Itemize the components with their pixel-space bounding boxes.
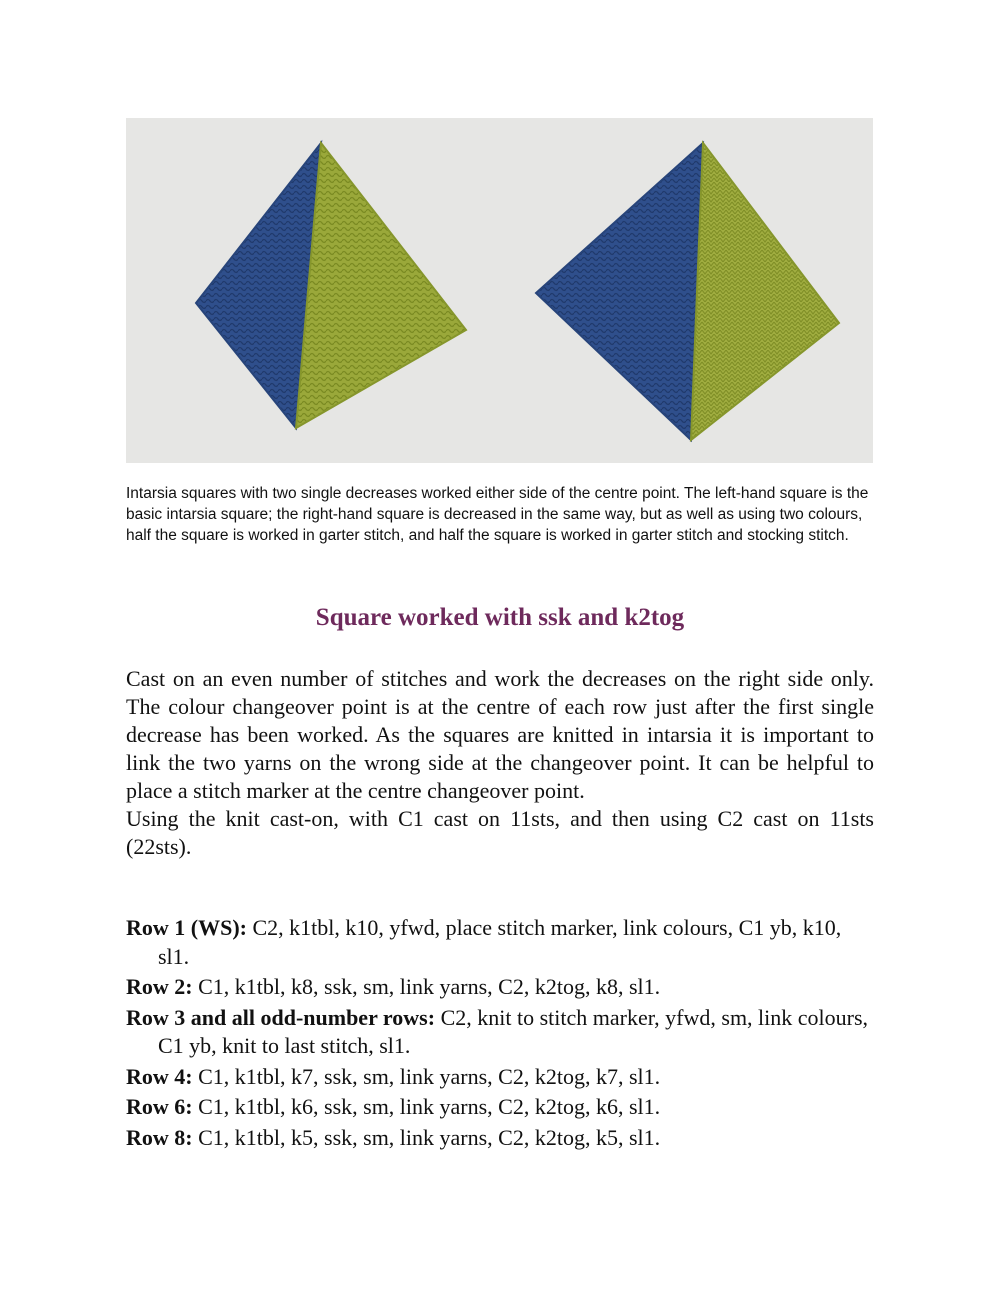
row-text: C2, k1tbl, k10, yfwd, place stitch marker, link colours, C1 yb, k10, sl1.	[158, 915, 842, 969]
section-title: Square worked with ssk and k2tog	[315, 604, 685, 631]
knitted-squares-illustration	[126, 118, 873, 463]
row-text: C1, k1tbl, k6, ssk, sm, link yarns, C2, k2tog, k6, sl1.	[192, 1094, 661, 1119]
row-label: Row 2:	[126, 974, 193, 999]
row-instruction	[126, 914, 874, 971]
right-square-green-half	[691, 143, 839, 440]
knitted-squares-photo	[126, 118, 873, 463]
left-knitted-square	[196, 143, 466, 428]
row-text: C1, k1tbl, k7, ssk, sm, link yarns, C2, k2tog, k7, sl1.	[192, 1063, 661, 1089]
photo-caption: Intarsia squares with two single decreases worked either side of the centre point. The left-hand square is the basic intarsia square; the right-hand square is decreased in the same way, but as well as using two colours, half the square is worked in garter stitch, and half the square is worked in garter stitch and stocking stitch.	[126, 485, 869, 544]
instructions-body	[126, 665, 874, 861]
row-instruction	[126, 973, 874, 1002]
right-square-blue-half	[536, 143, 703, 440]
instructions-paragraph: Cast on an even number of stitches and work the decreases on the right side only. The colour changeover point is at the centre of each row just after the first single decrease has been worked. As the squares are knitted in intarsia it is important to link the two yarns on the wrong side at the changeover point. It can be helpful to place a stitch marker at the centre changeover point.	[126, 666, 874, 803]
left-square-green-half	[296, 143, 466, 428]
row-label: Row 3 and all odd-number rows:	[126, 1004, 436, 1030]
row-label: Row 1 (WS):	[126, 915, 247, 940]
row-instruction	[126, 1063, 874, 1092]
row-instructions-list	[126, 914, 874, 1154]
row-label: Row 4:	[126, 1063, 193, 1089]
row-instruction	[126, 1004, 874, 1061]
right-knitted-square	[536, 143, 839, 440]
row-instruction	[126, 1093, 874, 1122]
row-text: C1, k1tbl, k8, ssk, sm, link yarns, C2, k2tog, k8, sl1.	[192, 974, 661, 999]
row-label: Row 8:	[126, 1124, 193, 1150]
row-instruction	[126, 1124, 874, 1153]
row-label: Row 6:	[126, 1094, 193, 1119]
cast-on-paragraph: Using the knit cast-on, with C1 cast on 11sts, and then using C2 cast on 11sts (22sts).	[126, 806, 874, 859]
row-text: C1, k1tbl, k5, ssk, sm, link yarns, C2, k2tog, k5, sl1.	[192, 1124, 661, 1150]
row-text: C2, knit to stitch marker, yfwd, sm, link colours, C1 yb, knit to last stitch, sl1.	[158, 1004, 869, 1058]
